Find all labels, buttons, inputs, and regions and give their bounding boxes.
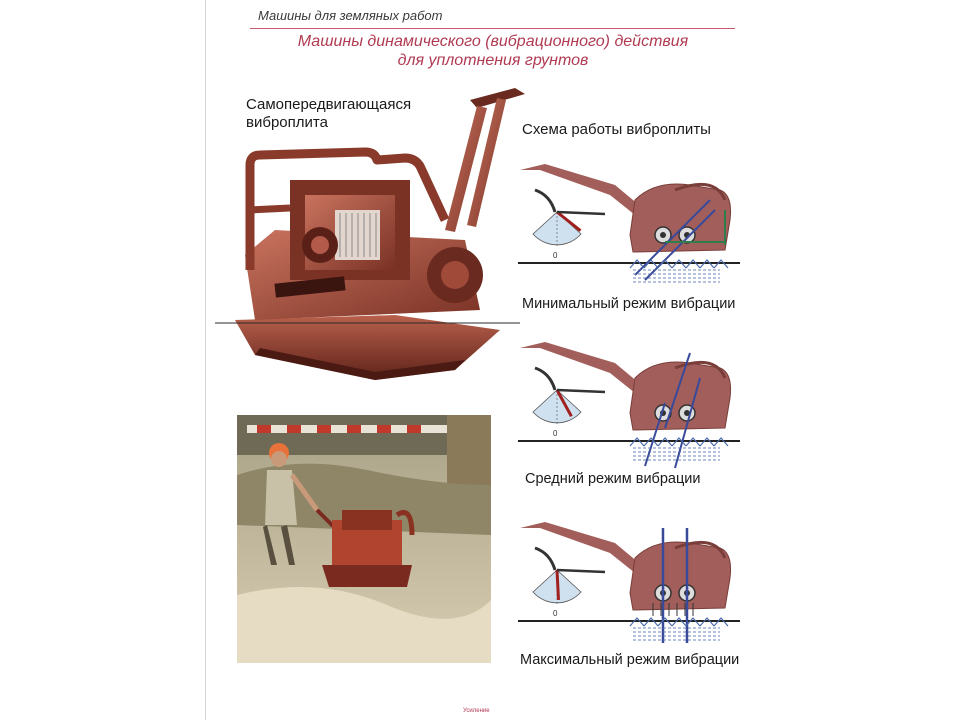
machine-label-line-2: виброплита bbox=[246, 114, 328, 131]
dial-zero-label: 0 bbox=[553, 429, 558, 438]
vibrating-plate-illustration bbox=[215, 80, 520, 390]
worker-with-plate-photo bbox=[237, 415, 491, 663]
eccentric-hub-0 bbox=[660, 232, 666, 238]
scheme-mode-0 bbox=[518, 164, 740, 282]
diagram-body bbox=[630, 362, 731, 430]
poster-title-line-2: для уплотнения грунтов bbox=[397, 52, 589, 69]
footer-mark: Усиление bbox=[463, 708, 490, 714]
scheme-diagrams bbox=[515, 140, 745, 660]
dial-rod bbox=[557, 570, 605, 572]
poster-title-line-1: Машины динамического (вибрационного) действия bbox=[297, 33, 689, 50]
diagram-handle bbox=[520, 164, 645, 215]
dial-lever bbox=[535, 190, 555, 212]
diagram-body bbox=[630, 542, 731, 610]
poster-category: Машины для земляных работ bbox=[258, 8, 443, 23]
diagram-handle bbox=[520, 342, 645, 393]
mode-label-maximal: Максимальный режим вибрации bbox=[520, 652, 740, 668]
dial-zero-label: 0 bbox=[553, 609, 558, 618]
scheme-title: Схема работы виброплиты bbox=[522, 121, 711, 138]
poster-title bbox=[258, 32, 728, 70]
mode-label-medium: Средний режим вибрации bbox=[525, 471, 701, 487]
dial-lever bbox=[535, 548, 555, 570]
scheme-mode-1 bbox=[518, 342, 740, 468]
header-rule bbox=[250, 28, 735, 29]
machine-label-line-1: Самопередвигающаяся bbox=[246, 96, 412, 113]
diagram-handle bbox=[520, 522, 645, 573]
dial-rod bbox=[557, 212, 605, 214]
dial-lever bbox=[535, 368, 555, 390]
mode-label-minimal: Минимальный режим вибрации bbox=[522, 296, 736, 312]
dial-zero-label: 0 bbox=[553, 251, 558, 260]
dial-rod bbox=[557, 390, 605, 392]
dial-needle bbox=[557, 570, 558, 600]
scheme-mode-2 bbox=[518, 522, 740, 643]
